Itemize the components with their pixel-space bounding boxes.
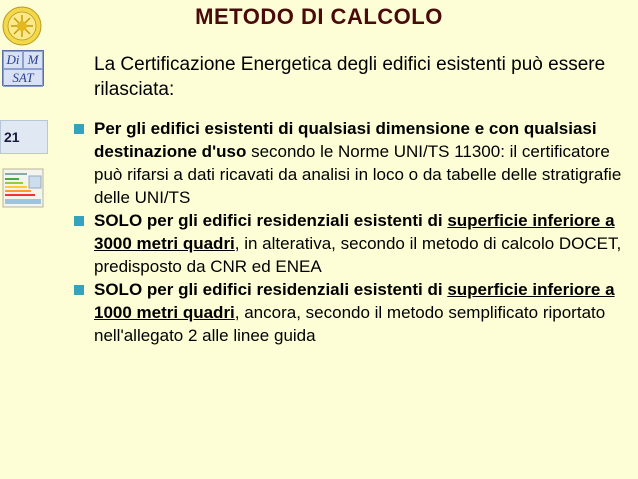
energy-certificate-icon <box>2 168 44 208</box>
bullet-item <box>68 209 628 278</box>
bullet-square-icon <box>74 124 84 134</box>
bullet-square-icon <box>74 285 84 295</box>
bullet-text: , ancora, secondo il metodo semplificato riportato nell'allegato 2 alle linee guida <box>94 303 606 345</box>
bullet-text: secondo le Norme UNI/TS 11300: il certificatore può rifarsi a dati ricavati da analisi in loco o da tabelle delle stratigrafie delle UNI/TS <box>94 142 622 207</box>
bullet-underlined-text: superficie inferiore a 3000 metri quadri <box>94 211 615 253</box>
logo-letter-d: Di <box>3 51 23 69</box>
bullet-bold-text: SOLO per gli edifici residenziali esistenti di <box>94 211 448 230</box>
bullet-bold-text: Per gli edifici esistenti di qualsiasi dimensione e con qualsiasi destinazione d'uso <box>94 119 597 161</box>
bullet-list <box>68 117 628 347</box>
bullet-bold-text: SOLO per gli edifici residenziali esistenti di <box>94 280 448 299</box>
bullet-square-icon <box>74 216 84 226</box>
logo-letter-i: M <box>23 51 43 69</box>
bullet-text: , in alterativa, secondo il metodo di calcolo DOCET, predisposto da CNR ed ENEA <box>94 234 622 276</box>
page-number: 21 <box>0 120 48 154</box>
bullet-item <box>68 117 628 209</box>
dimsat-logo <box>2 50 44 86</box>
bullet-underlined-text: superficie inferiore a 1000 metri quadri <box>94 280 615 322</box>
logo-letters-sat: SAT <box>3 69 43 87</box>
bullet-item <box>68 278 628 347</box>
slide-title: METODO DI CALCOLO <box>195 4 443 29</box>
intro-text: La Certificazione Energetica degli edifici esistenti può essere rilasciata: <box>94 54 606 100</box>
